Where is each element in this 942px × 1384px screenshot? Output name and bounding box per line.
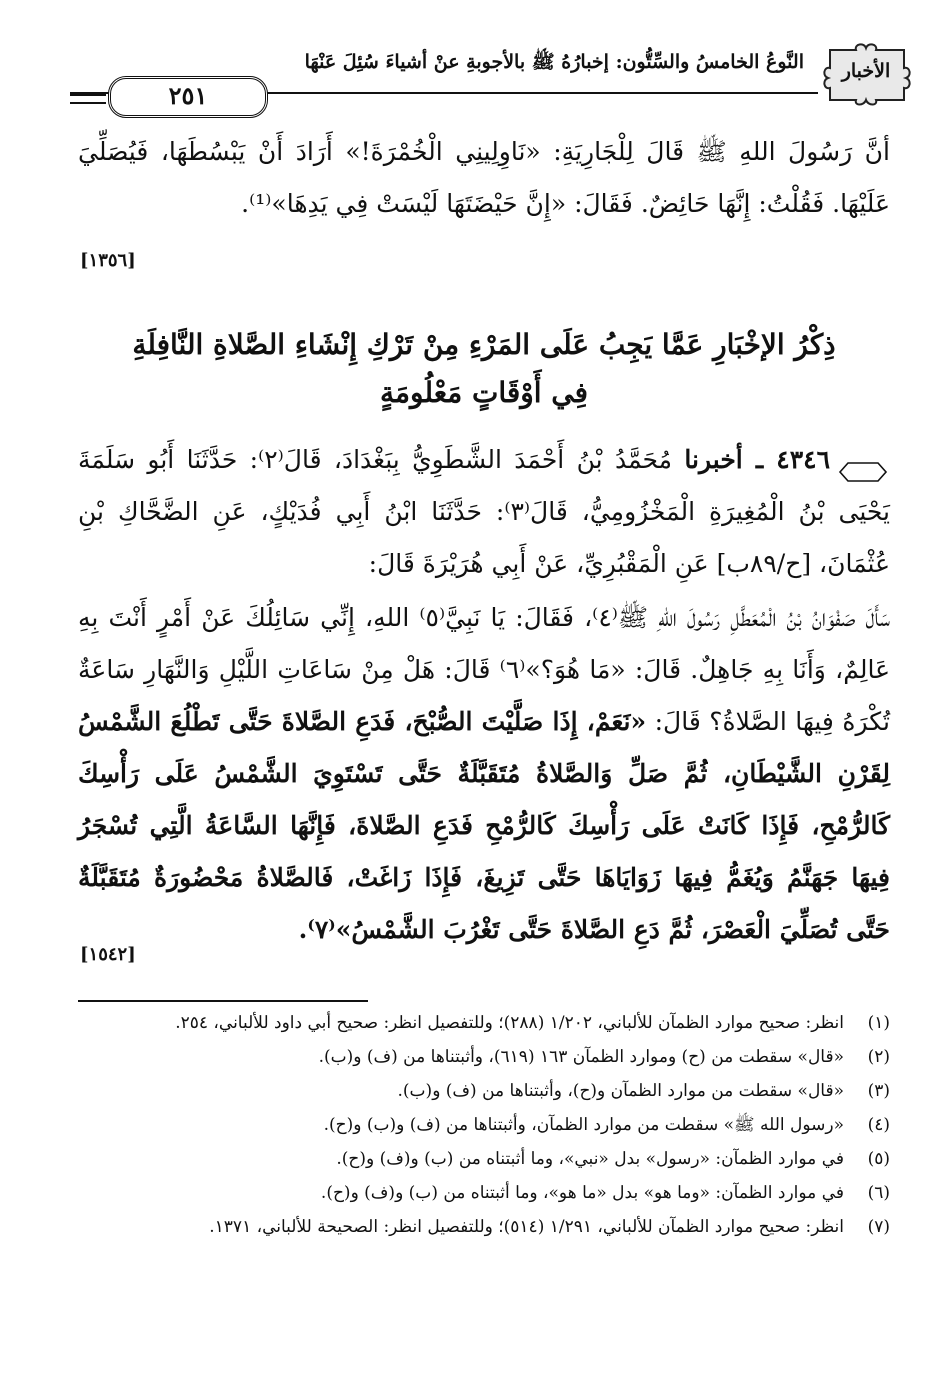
footnote-item (78, 1212, 890, 1242)
isnad-chain: مُحَمَّدُ بْنُ أَحْمَدَ الشَّطَوِيُّ بِبَغْدَادَ، قَالَ⁽٢⁾: حَدَّثَنَا أَبُو سَلَمَةَ يَحْيَى بْنُ الْمُغِيرَةِ الْمَخْزُومِيُّ، قَالَ⁽٣⁾: حَدَّثَنَا ابْنُ أَبِي فُدَيْكٍ، عَنِ الضَّحَّاكِ بْنِ عُثْمَانَ، [ح/٨٩ب] عَنِ الْمَقْبُرِيِّ، عَنْ أَبِي هُرَيْرَةَ قَالَ: (78, 445, 890, 578)
hadith-1356-reference: [١٣٥٦] (80, 250, 136, 271)
footnote-text: في موارد الظمآن: «وما هو» بدل «ما هو»، وما أثبتناه من (ب) و(ف) و(ح). (320, 1183, 844, 1203)
hadith-1356-text (78, 126, 890, 230)
section-heading-line-1: ذِكْرُ الإخْبَارِ عَمَّا يَجِبُ عَلَى المَرْءِ مِنْ تَرْكِ إِنْشَاءِ الصَّلاةِ النَّافِلَةِ (132, 328, 836, 361)
footnote-number: (١) (867, 1013, 890, 1033)
footnote-item (78, 1144, 890, 1174)
footnote-divider (78, 1000, 368, 1002)
footnote-text: «قال» سقطت من موارد الظمآن و(ح)، وأثبتناها من (ف) و(ب). (397, 1081, 844, 1101)
page-header (70, 42, 912, 112)
footnote-number: (٦) (867, 1183, 890, 1203)
footnote-item (78, 1178, 890, 1208)
footnote-text: «رسول الله ﷺ» سقطت من موارد الظمآن، وأثبتناها من (ف) و(ب) و(ح). (323, 1115, 844, 1135)
hadith-1542-text (78, 592, 890, 956)
footnote-number: (٤) (867, 1115, 890, 1135)
hadith-number: ٤٣٤٦ ـ أخبرنا (684, 445, 830, 474)
footnote-item (78, 1042, 890, 1072)
hadith-1542-narrative: سَأَلَ صَفْوَانُ بْنُ الْمُعَطَّلِ رَسُولَ اللهِ ﷺ⁽٤⁾، فَقَالَ: يَا نَبِيَّ⁽٥⁾ اللهِ، إِنِّي سَائِلُكَ عَنْ أَمْرٍ أَنْتَ بِهِ عَالِمٌ، وَأَنَا بِهِ جَاهِلٌ. قَالَ: «مَا هُوَ؟»⁽٦⁾ قَالَ: هَلْ مِنْ سَاعَاتِ اللَّيْلِ وَالنَّهَارِ سَاعَةٌ تُكْرَهُ فِيهَا الصَّلاةُ؟ قَالَ: (78, 603, 890, 736)
footnotes-list (78, 1008, 890, 1246)
footnote-number: (٣) (867, 1081, 890, 1101)
footnote-text: انظر: صحيح موارد الظمآن للألباني، ١/٢٠٢ (٢٨٨)؛ وللتفصيل انظر: صحيح أبي داود للألباني، ٢٥٤. (175, 1013, 844, 1033)
section-heading-line-2: فِي أَوْقَاتٍ مَعْلُومَةٍ (379, 376, 589, 409)
hadith-1542-reference: [١٥٤٢] (80, 944, 136, 965)
section-badge (820, 42, 912, 106)
footnote-number: (٧) (867, 1217, 890, 1237)
isnad-paragraph (78, 434, 890, 590)
footnote-text: في موارد الظمآن: «رسول» بدل «نبي»، وما أثبتناه من (ب) و(ف) و(ح). (336, 1149, 844, 1169)
header-double-rule (70, 94, 106, 104)
hadith-1542-prophetic-answer: «نَعَمْ، إِذَا صَلَّيْتَ الصُّبْحَ، فَدَعِ الصَّلاةَ حَتَّى تَطْلُعَ الشَّمْسُ لِقَرْنِ الشَّيْطَانِ، ثُمَّ صَلِّ وَالصَّلاةُ مُتَقَبَّلَةٌ حَتَّى تَسْتَوِيَ الشَّمْسُ عَلَى رَأْسِكَ كَالرُّمْحِ، فَإِذَا كَانَتْ عَلَى رَأْسِكَ كَالرُّمْحِ فَدَعِ الصَّلاةَ، فَإِنَّهَا السَّاعَةُ الَّتِي تُسْجَرُ فِيهَا جَهَنَّمُ وَيُغَمُّ فِيهَا زَوَايَاهَا حَتَّى تَزِيغَ، فَإِذَا زَاغَتْ، فَالصَّلاةُ مَحْضُورَةٌ مُتَقَبَّلَةٌ حَتَّى تُصَلِّيَ الْعَصْرَ، ثُمَّ دَعِ الصَّلاةَ حَتَّى تَغْرُبَ الشَّمْسُ»⁽٧⁾. (78, 707, 890, 944)
running-title: النَّوعُ الخامسُ والسِّتُّون: إخبارُهُ ﷺ بالأجوبةِ عنْ أشياءَ سُئِلَ عَنْهَا (304, 51, 804, 73)
footnote-text: انظر: صحيح موارد الظمآن للألباني، ١/٢٩١ (٥١٤)؛ وللتفصيل انظر: الصحيحة للألباني، ١٣٧١. (209, 1217, 844, 1237)
footnote-item (78, 1008, 890, 1038)
section-badge-label: الأخبار (841, 60, 891, 82)
hadith-1356-body: أنَّ رَسُولَ اللهِ ﷺ قَالَ لِلْجَارِيَةِ: «نَاوِلِينِي الْخُمْرَةَ!» أَرَادَ أَنْ يَبْسُطَهَا، فَيُصَلِّيَ عَلَيْهَا. فَقُلْتُ: إِنَّهَا حَائِضٌ. فَقَالَ: «إِنَّ حَيْضَتَهَا لَيْسَتْ فِي يَدِهَا»⁽¹⁾. (78, 137, 890, 218)
khabar-seal-icon (836, 450, 890, 474)
footnote-item (78, 1076, 890, 1106)
page-number: ٢٥١ (108, 76, 268, 118)
footnote-item (78, 1110, 890, 1140)
footnote-number: (٢) (867, 1047, 890, 1067)
footnote-number: (٥) (867, 1149, 890, 1169)
footnote-text: «قال» سقطت من (ح) وموارد الظمآن ١٦٣ (٦١٩)، وأثبتناها من (ف) و(ب). (318, 1047, 844, 1067)
